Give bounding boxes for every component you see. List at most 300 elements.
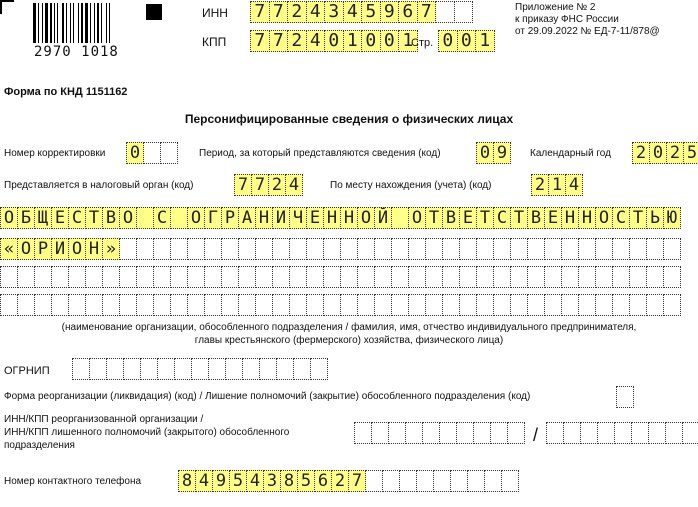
char-cell[interactable]: [629, 294, 647, 316]
char-cell[interactable]: [399, 470, 417, 492]
char-cell[interactable]: [454, 1, 474, 23]
char-cell[interactable]: [493, 238, 511, 260]
char-cell[interactable]: [357, 294, 375, 316]
char-cell[interactable]: [272, 266, 290, 288]
char-cell[interactable]: [629, 238, 647, 260]
char-cell[interactable]: [391, 207, 409, 229]
char-cell[interactable]: [289, 294, 307, 316]
char-cell[interactable]: [682, 422, 698, 444]
char-cell[interactable]: [391, 294, 409, 316]
char-cell[interactable]: [119, 238, 137, 260]
char-cell[interactable]: [340, 238, 358, 260]
barcode-bar: [73, 3, 74, 43]
char-cell[interactable]: [490, 422, 508, 444]
char-cell[interactable]: С: [153, 207, 171, 229]
char-cell[interactable]: [391, 238, 409, 260]
form-code: Форма по КНД 1151162: [4, 86, 128, 98]
char-cell[interactable]: [442, 266, 460, 288]
char-cell[interactable]: [34, 266, 52, 288]
char-cell[interactable]: [510, 266, 528, 288]
corner-mark-top-left: [0, 0, 14, 14]
char-cell[interactable]: О: [408, 207, 426, 229]
char-cell[interactable]: Т: [510, 207, 528, 229]
char-cell[interactable]: [510, 238, 528, 260]
barcode-bar: [42, 3, 43, 43]
char-cell[interactable]: 7: [250, 30, 270, 52]
char-cell[interactable]: [646, 294, 664, 316]
char-cell[interactable]: [629, 266, 647, 288]
char-cell[interactable]: [663, 238, 681, 260]
char-cell[interactable]: О: [357, 207, 375, 229]
char-cell[interactable]: [476, 294, 494, 316]
registration-mark-square: [146, 4, 162, 20]
char-cell[interactable]: [170, 238, 188, 260]
char-cell[interactable]: [561, 294, 579, 316]
char-cell[interactable]: В: [442, 207, 460, 229]
char-cell[interactable]: 2: [666, 142, 684, 164]
barcode-bar: [78, 3, 79, 43]
char-cell[interactable]: [170, 266, 188, 288]
char-cell[interactable]: [456, 422, 474, 444]
char-cell[interactable]: [51, 294, 69, 316]
char-cell[interactable]: [238, 266, 256, 288]
appendix-line-3: от 29.09.2022 № ЕД-7-11/878@: [515, 26, 660, 37]
char-cell[interactable]: [102, 266, 120, 288]
char-cell[interactable]: [442, 238, 460, 260]
char-cell[interactable]: [616, 386, 634, 408]
char-cell[interactable]: [34, 294, 52, 316]
char-cell[interactable]: А: [238, 207, 256, 229]
char-cell[interactable]: [595, 238, 613, 260]
char-cell[interactable]: [153, 266, 171, 288]
char-cell[interactable]: Р: [34, 238, 52, 260]
char-cell[interactable]: [340, 266, 358, 288]
char-cell[interactable]: [612, 238, 630, 260]
location-cells: [531, 174, 583, 196]
char-cell[interactable]: [578, 266, 596, 288]
char-cell[interactable]: [157, 358, 175, 380]
char-cell[interactable]: 0: [457, 30, 477, 52]
char-cell[interactable]: [123, 358, 141, 380]
char-cell[interactable]: [89, 358, 107, 380]
char-cell[interactable]: [578, 238, 596, 260]
char-cell[interactable]: [255, 266, 273, 288]
char-cell[interactable]: Е: [544, 207, 562, 229]
char-cell[interactable]: [476, 238, 494, 260]
char-cell[interactable]: 0: [649, 142, 667, 164]
tax-authority-cells: [234, 174, 303, 196]
char-cell[interactable]: [631, 422, 649, 444]
page-cells: [438, 30, 495, 52]
char-cell[interactable]: 6: [398, 1, 418, 23]
char-cell[interactable]: В: [527, 207, 545, 229]
period-cells: [476, 142, 511, 164]
char-cell[interactable]: Й: [374, 207, 392, 229]
char-cell[interactable]: 0: [380, 30, 400, 52]
char-cell[interactable]: 1: [398, 30, 418, 52]
char-cell[interactable]: 8: [178, 470, 196, 492]
char-cell[interactable]: [435, 1, 455, 23]
char-cell[interactable]: [136, 294, 154, 316]
char-cell[interactable]: [272, 294, 290, 316]
char-cell[interactable]: [204, 294, 222, 316]
char-cell[interactable]: [433, 470, 451, 492]
char-cell[interactable]: [17, 266, 35, 288]
barcode-bar: [81, 3, 83, 43]
char-cell[interactable]: Е: [51, 207, 69, 229]
char-cell[interactable]: [306, 238, 324, 260]
char-cell[interactable]: И: [272, 207, 290, 229]
char-cell[interactable]: [0, 294, 18, 316]
char-cell[interactable]: [371, 422, 389, 444]
char-cell[interactable]: [238, 238, 256, 260]
char-cell[interactable]: Ч: [289, 207, 307, 229]
org-name-row-4: [0, 294, 681, 316]
char-cell[interactable]: [187, 238, 205, 260]
char-cell[interactable]: [136, 238, 154, 260]
char-cell[interactable]: 0: [361, 30, 381, 52]
barcode-bar: [62, 3, 64, 43]
char-cell[interactable]: О: [187, 207, 205, 229]
char-cell[interactable]: [306, 266, 324, 288]
char-cell[interactable]: [221, 294, 239, 316]
char-cell[interactable]: [323, 266, 341, 288]
char-cell[interactable]: [119, 294, 137, 316]
char-cell[interactable]: 2: [331, 470, 349, 492]
char-cell[interactable]: Р: [221, 207, 239, 229]
char-cell[interactable]: Н: [323, 207, 341, 229]
char-cell[interactable]: [374, 238, 392, 260]
char-cell[interactable]: 9: [493, 142, 511, 164]
char-cell[interactable]: 5: [361, 1, 381, 23]
org-name-row-3: [0, 266, 681, 288]
char-cell[interactable]: [221, 266, 239, 288]
char-cell[interactable]: [136, 207, 154, 229]
char-cell[interactable]: [416, 470, 434, 492]
char-cell[interactable]: [527, 294, 545, 316]
char-cell[interactable]: [174, 358, 192, 380]
char-cell[interactable]: 7: [269, 30, 289, 52]
char-cell[interactable]: [51, 266, 69, 288]
tax-authority-label: Представляется в налоговый орган (код): [4, 180, 194, 191]
char-cell[interactable]: 7: [250, 1, 270, 23]
ogrnip-cells: [72, 358, 328, 380]
char-cell[interactable]: 2: [287, 1, 307, 23]
char-cell[interactable]: С: [493, 207, 511, 229]
char-cell[interactable]: Н: [561, 207, 579, 229]
char-cell[interactable]: 4: [343, 1, 363, 23]
char-cell[interactable]: [68, 266, 86, 288]
barcode-bar: [50, 3, 52, 43]
char-cell[interactable]: 5: [683, 142, 698, 164]
char-cell[interactable]: 0: [324, 30, 344, 52]
char-cell[interactable]: [289, 238, 307, 260]
char-cell[interactable]: [365, 470, 383, 492]
char-cell[interactable]: Щ: [34, 207, 52, 229]
char-cell[interactable]: 0: [438, 30, 458, 52]
char-cell[interactable]: [422, 422, 440, 444]
char-cell[interactable]: [501, 470, 519, 492]
kpp-cells: [250, 30, 418, 52]
phone-cells: [178, 470, 519, 492]
char-cell[interactable]: Т: [85, 207, 103, 229]
char-cell[interactable]: [442, 294, 460, 316]
char-cell[interactable]: [614, 422, 632, 444]
reorg-inn-cells: [354, 422, 525, 444]
char-cell[interactable]: [255, 294, 273, 316]
year-cells: [632, 142, 698, 164]
char-cell[interactable]: Т: [476, 207, 494, 229]
char-cell[interactable]: [595, 266, 613, 288]
char-cell[interactable]: 3: [263, 470, 281, 492]
char-cell[interactable]: [646, 238, 664, 260]
char-cell[interactable]: [0, 266, 18, 288]
char-cell[interactable]: [225, 358, 243, 380]
year-label: Календарный год: [530, 148, 611, 159]
char-cell[interactable]: [119, 266, 137, 288]
char-cell[interactable]: [357, 238, 375, 260]
char-cell[interactable]: [310, 358, 328, 380]
char-cell[interactable]: 7: [234, 174, 252, 196]
char-cell[interactable]: [597, 422, 615, 444]
reorg-inn-kpp-label-2: ИНН/КПП лишенного полномочий (закрытого) обособленного: [4, 427, 290, 438]
char-cell[interactable]: 4: [306, 1, 326, 23]
char-cell[interactable]: [467, 470, 485, 492]
char-cell[interactable]: 2: [287, 30, 307, 52]
char-cell[interactable]: [459, 238, 477, 260]
char-cell[interactable]: [425, 266, 443, 288]
char-cell[interactable]: 8: [280, 470, 298, 492]
char-cell[interactable]: [191, 358, 209, 380]
char-cell[interactable]: [612, 266, 630, 288]
char-cell[interactable]: [646, 266, 664, 288]
char-cell[interactable]: [563, 422, 581, 444]
char-cell[interactable]: 4: [195, 470, 213, 492]
char-cell[interactable]: [388, 422, 406, 444]
char-cell[interactable]: Т: [425, 207, 443, 229]
barcode-bar: [38, 3, 39, 43]
reorg-form-label: Форма реорганизации (ликвидация) (код) / Лишение полномочий (закрытие) обособленного подразделения (код): [4, 391, 531, 402]
char-cell[interactable]: 5: [297, 470, 315, 492]
char-cell[interactable]: 1: [548, 174, 566, 196]
char-cell[interactable]: [221, 238, 239, 260]
char-cell[interactable]: [289, 266, 307, 288]
char-cell[interactable]: Ь: [646, 207, 664, 229]
char-cell[interactable]: [473, 422, 491, 444]
char-cell[interactable]: Б: [17, 207, 35, 229]
char-cell[interactable]: Е: [459, 207, 477, 229]
char-cell[interactable]: [527, 266, 545, 288]
char-cell[interactable]: Н: [578, 207, 596, 229]
char-cell[interactable]: [546, 422, 564, 444]
char-cell[interactable]: 4: [246, 470, 264, 492]
org-name-row-1: [0, 207, 681, 229]
char-cell[interactable]: [405, 422, 423, 444]
char-cell[interactable]: Ю: [663, 207, 681, 229]
char-cell[interactable]: 4: [565, 174, 583, 196]
char-cell[interactable]: 7: [269, 1, 289, 23]
char-cell[interactable]: [293, 358, 311, 380]
barcode-bar: [97, 3, 99, 43]
char-cell[interactable]: [493, 266, 511, 288]
char-cell[interactable]: [665, 422, 683, 444]
char-cell[interactable]: [170, 294, 188, 316]
char-cell[interactable]: [544, 294, 562, 316]
char-cell[interactable]: [72, 358, 90, 380]
reorg-separator: /: [533, 425, 539, 445]
reorg-form-cells: [616, 386, 634, 408]
char-cell[interactable]: [143, 142, 161, 164]
char-cell[interactable]: С: [612, 207, 630, 229]
char-cell[interactable]: [580, 422, 598, 444]
char-cell[interactable]: [408, 238, 426, 260]
char-cell[interactable]: [425, 294, 443, 316]
char-cell[interactable]: [136, 266, 154, 288]
char-cell[interactable]: [648, 422, 666, 444]
char-cell[interactable]: 7: [417, 1, 437, 23]
char-cell[interactable]: [382, 470, 400, 492]
char-cell[interactable]: [595, 294, 613, 316]
char-cell[interactable]: [612, 294, 630, 316]
char-cell[interactable]: 0: [476, 142, 494, 164]
char-cell[interactable]: 6: [314, 470, 332, 492]
char-cell[interactable]: [170, 207, 188, 229]
char-cell[interactable]: [255, 238, 273, 260]
char-cell[interactable]: [242, 358, 260, 380]
char-cell[interactable]: [493, 294, 511, 316]
char-cell[interactable]: [408, 266, 426, 288]
char-cell[interactable]: [510, 294, 528, 316]
char-cell[interactable]: [561, 238, 579, 260]
char-cell[interactable]: Т: [629, 207, 647, 229]
char-cell[interactable]: [323, 238, 341, 260]
char-cell[interactable]: С: [68, 207, 86, 229]
char-cell[interactable]: [276, 358, 294, 380]
char-cell[interactable]: О: [119, 207, 137, 229]
char-cell[interactable]: [259, 358, 277, 380]
char-cell[interactable]: 5: [229, 470, 247, 492]
char-cell[interactable]: [153, 294, 171, 316]
char-cell[interactable]: [374, 294, 392, 316]
char-cell[interactable]: [140, 358, 158, 380]
char-cell[interactable]: [578, 294, 596, 316]
char-cell[interactable]: [187, 266, 205, 288]
char-cell[interactable]: Н: [340, 207, 358, 229]
kpp-label: КПП: [202, 35, 227, 49]
char-cell[interactable]: [459, 266, 477, 288]
char-cell[interactable]: 9: [380, 1, 400, 23]
char-cell[interactable]: [238, 294, 256, 316]
reorg-inn-kpp-label-3: подразделения: [4, 440, 75, 451]
char-cell[interactable]: [476, 266, 494, 288]
location-label: По месту нахождения (учета) (код): [330, 180, 492, 191]
char-cell[interactable]: Н: [85, 238, 103, 260]
char-cell[interactable]: 1: [475, 30, 495, 52]
char-cell[interactable]: 2: [268, 174, 286, 196]
char-cell[interactable]: [507, 422, 525, 444]
char-cell[interactable]: [544, 238, 562, 260]
char-cell[interactable]: [204, 238, 222, 260]
char-cell[interactable]: [68, 294, 86, 316]
char-cell[interactable]: [527, 238, 545, 260]
appendix-line-1: Приложение № 2: [515, 2, 596, 13]
char-cell[interactable]: Г: [204, 207, 222, 229]
char-cell[interactable]: [374, 266, 392, 288]
barcode-bar: [101, 3, 102, 43]
inn-label: ИНН: [202, 6, 228, 20]
char-cell[interactable]: 3: [324, 1, 344, 23]
char-cell[interactable]: Е: [306, 207, 324, 229]
char-cell[interactable]: 0: [126, 142, 144, 164]
char-cell[interactable]: О: [0, 207, 18, 229]
char-cell[interactable]: [663, 266, 681, 288]
char-cell[interactable]: [272, 238, 290, 260]
char-cell[interactable]: [187, 294, 205, 316]
char-cell[interactable]: 4: [306, 30, 326, 52]
barcode-bar: [85, 3, 88, 43]
char-cell[interactable]: [306, 294, 324, 316]
char-cell[interactable]: [663, 294, 681, 316]
appendix-line-2: к приказу ФНС России: [515, 14, 619, 25]
char-cell[interactable]: В: [102, 207, 120, 229]
char-cell[interactable]: [204, 266, 222, 288]
char-cell[interactable]: 1: [343, 30, 363, 52]
correction-cells: [126, 142, 178, 164]
char-cell[interactable]: «: [0, 238, 18, 260]
char-cell[interactable]: [106, 358, 124, 380]
char-cell[interactable]: [354, 422, 372, 444]
char-cell[interactable]: [85, 294, 103, 316]
char-cell[interactable]: [439, 422, 457, 444]
barcode-bar: [33, 3, 36, 43]
char-cell[interactable]: О: [595, 207, 613, 229]
barcode-bar: [45, 3, 48, 43]
char-cell[interactable]: 2: [531, 174, 549, 196]
char-cell[interactable]: [544, 266, 562, 288]
char-cell[interactable]: [561, 266, 579, 288]
char-cell[interactable]: [102, 294, 120, 316]
period-label: Период, за который представляются сведения (код): [199, 148, 441, 159]
char-cell[interactable]: [17, 294, 35, 316]
char-cell[interactable]: 2: [632, 142, 650, 164]
char-cell[interactable]: [391, 266, 409, 288]
char-cell[interactable]: [208, 358, 226, 380]
char-cell[interactable]: 7: [348, 470, 366, 492]
char-cell[interactable]: [85, 266, 103, 288]
reorg-inn-kpp-label-1: ИНН/КПП реорганизованной организации /: [4, 414, 204, 425]
char-cell[interactable]: [340, 294, 358, 316]
char-cell[interactable]: 4: [285, 174, 303, 196]
char-cell[interactable]: И: [51, 238, 69, 260]
char-cell[interactable]: О: [17, 238, 35, 260]
char-cell[interactable]: [459, 294, 477, 316]
char-cell[interactable]: »: [102, 238, 120, 260]
char-cell[interactable]: [408, 294, 426, 316]
char-cell[interactable]: [323, 294, 341, 316]
char-cell[interactable]: [357, 266, 375, 288]
char-cell[interactable]: [425, 238, 443, 260]
char-cell[interactable]: 9: [212, 470, 230, 492]
barcode-bar: [70, 3, 71, 43]
char-cell[interactable]: Н: [255, 207, 273, 229]
char-cell[interactable]: [160, 142, 178, 164]
char-cell[interactable]: [484, 470, 502, 492]
char-cell[interactable]: 7: [251, 174, 269, 196]
char-cell[interactable]: [153, 238, 171, 260]
char-cell[interactable]: О: [68, 238, 86, 260]
char-cell[interactable]: [450, 470, 468, 492]
barcode-bar: [90, 3, 91, 43]
